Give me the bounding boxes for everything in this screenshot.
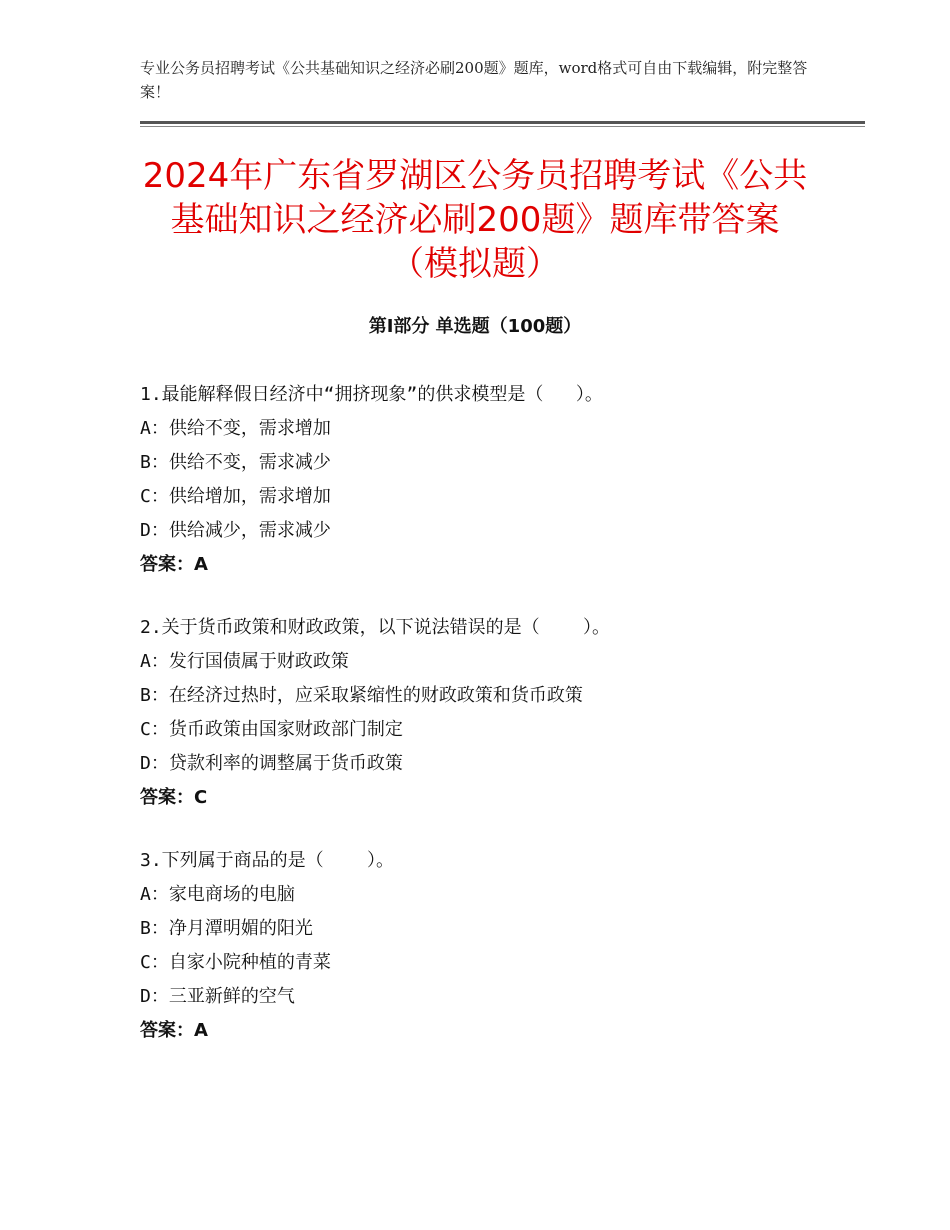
question-list (140, 378, 840, 1077)
header-note: 专业公务员招聘考试《公共基础知识之经济必刷200题》题库，word格式可自由下载编辑，附完整答案！ (140, 59, 808, 101)
title-line-3: （模拟题） (390, 244, 560, 284)
option-c: C：自家小院种植的青菜 (140, 952, 331, 973)
option-a: A：发行国债属于财政政策 (140, 651, 349, 672)
question-2 (140, 611, 840, 815)
title-line-1: 2024年广东省罗湖区公务员招聘考试《公共 (142, 156, 808, 196)
section-heading: 第Ⅰ部分 单选题（100题） (368, 316, 582, 337)
document-title (130, 154, 820, 286)
option-d: D：供给减少，需求减少 (140, 520, 331, 541)
option-a: A：家电商场的电脑 (140, 884, 295, 905)
option-a: A：供给不变，需求增加 (140, 418, 331, 439)
option-c: C：供给增加，需求增加 (140, 486, 331, 507)
option-d: D：三亚新鲜的空气 (140, 986, 295, 1007)
answer-line: 答案：A (140, 554, 208, 575)
question-1 (140, 378, 840, 582)
title-line-2: 基础知识之经济必刷200题》题库带答案 (170, 200, 780, 240)
answer-line: 答案：C (140, 787, 208, 808)
option-c: C：货币政策由国家财政部门制定 (140, 719, 403, 740)
option-b: B：供给不变，需求减少 (140, 452, 331, 473)
answer-line: 答案：A (140, 1020, 208, 1041)
option-d: D：贷款利率的调整属于货币政策 (140, 753, 403, 774)
question-stem: 3.下列属于商品的是（ ）。 (140, 850, 395, 871)
header-divider-thin (140, 126, 865, 127)
header-divider-thick (140, 121, 865, 124)
option-b: B：在经济过热时，应采取紧缩性的财政政策和货币政策 (140, 685, 583, 706)
question-3 (140, 844, 840, 1048)
option-b: B：净月潭明媚的阳光 (140, 918, 313, 939)
question-stem: 1.最能解释假日经济中“拥挤现象”的供求模型是（ ）。 (140, 384, 603, 405)
question-stem: 2.关于货币政策和财政政策，以下说法错误的是（ ）。 (140, 617, 611, 638)
